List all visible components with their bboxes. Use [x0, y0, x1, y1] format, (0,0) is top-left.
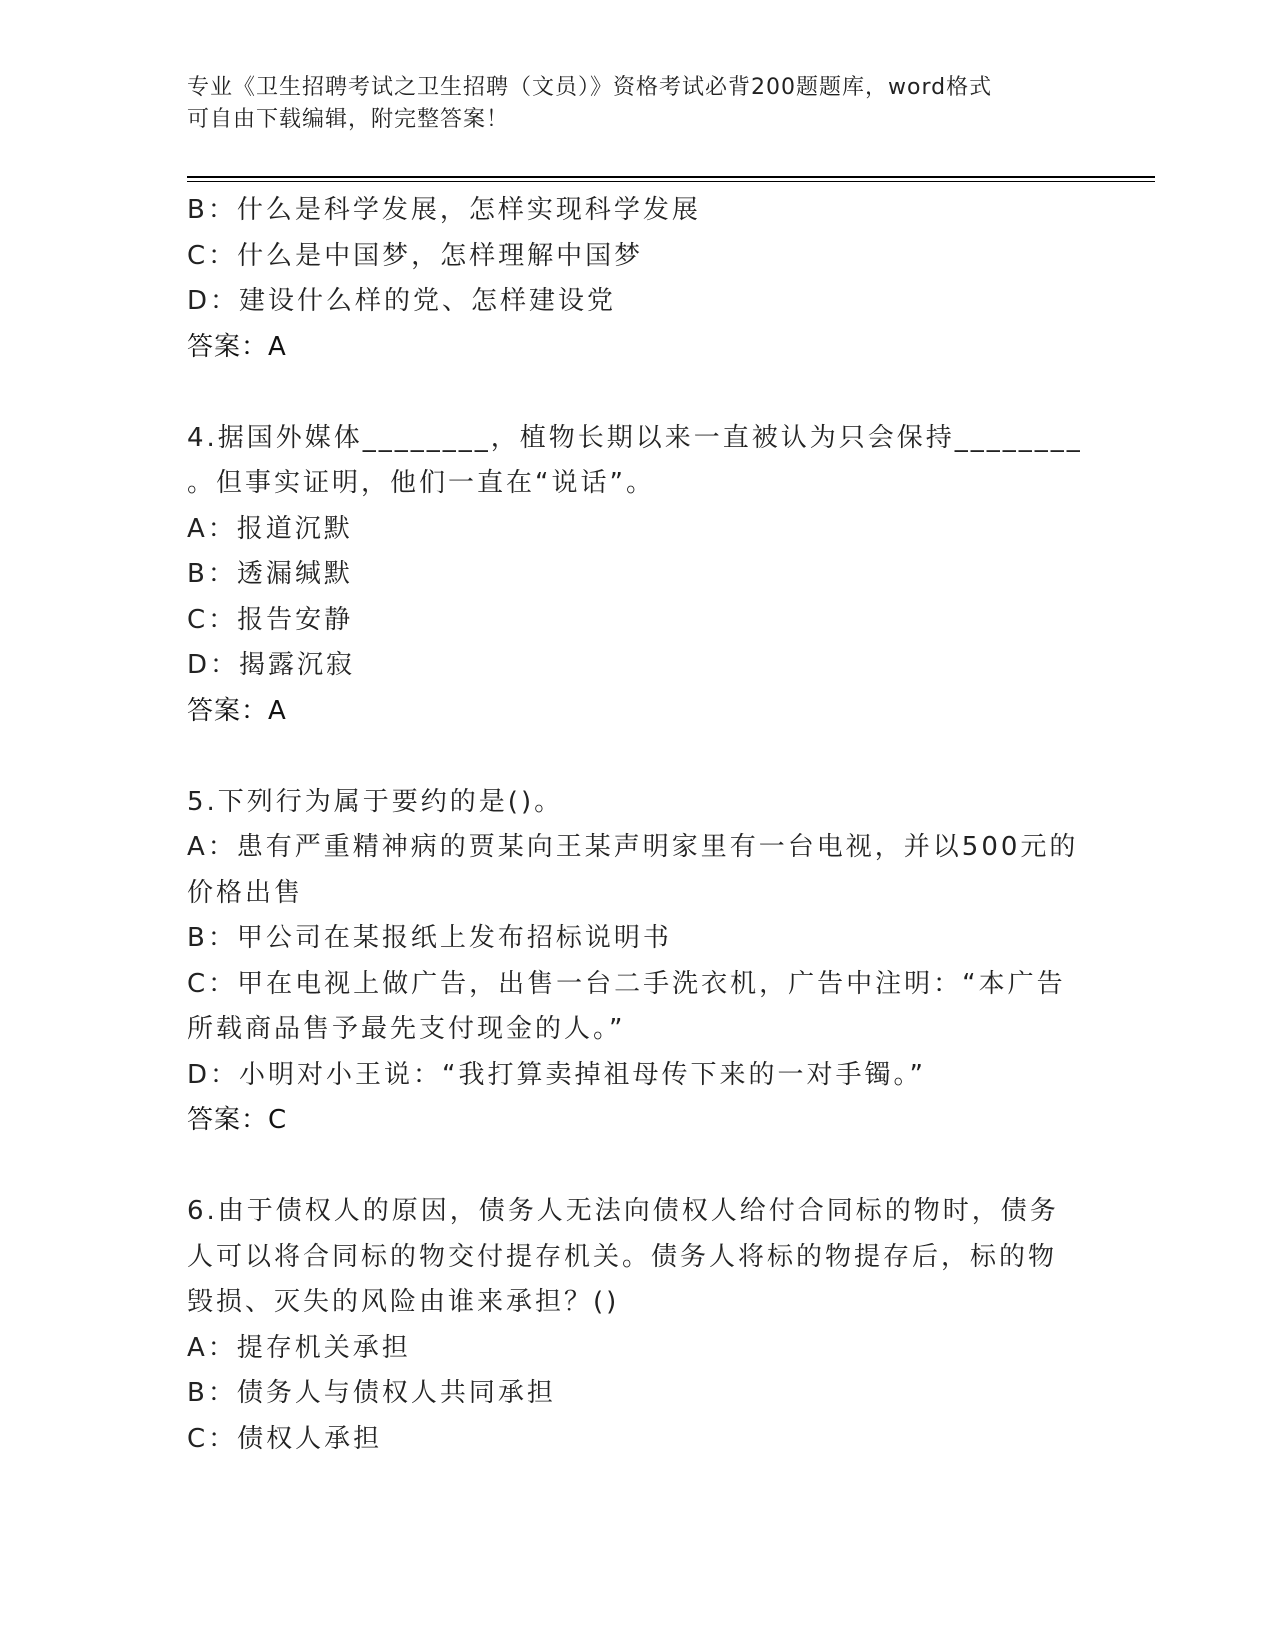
q3-option-d: D：建设什么样的党、怎样建设党 — [187, 286, 617, 316]
q4-stem-line-1: 4.据国外媒体________，植物长期以来一直被认为只会保持________ — [187, 422, 1083, 453]
q3-answer: 答案：A — [187, 331, 287, 362]
q5-stem: 5.下列行为属于要约的是()。 — [187, 786, 564, 817]
q6-stem-line-1: 6.由于债权人的原因，债务人无法向债权人给付合同标的物时，债务 — [187, 1196, 1059, 1226]
q5-option-a-line-1: A：患有严重精神病的贾某向王某声明家里有一台电视，并以500元的 — [187, 832, 1079, 862]
spacer — [187, 734, 1087, 780]
q4-option-c: C：报告安静 — [187, 604, 354, 635]
q4-answer: 答案：A — [187, 695, 287, 726]
q5-option-b: B：甲公司在某报纸上发布招标说明书 — [187, 923, 672, 953]
q6-option-b: B：债务人与债权人共同承担 — [187, 1378, 556, 1408]
question-list — [187, 188, 1087, 1462]
q3-option-c: C：什么是中国梦，怎样理解中国梦 — [187, 240, 644, 271]
q5-option-c-line-2: 所载商品售予最先支付现金的人。” — [187, 1014, 626, 1044]
header-title-line-1: 专业《卫生招聘考试之卫生招聘（文员）》资格考试必背200题题库，word格式 — [187, 75, 993, 100]
question-4 — [187, 416, 1087, 735]
q5-answer: 答案：C — [187, 1105, 288, 1135]
document-header — [187, 72, 1087, 136]
spacer — [187, 370, 1087, 416]
question-3 — [187, 188, 1087, 370]
q6-option-c: C：债权人承担 — [187, 1423, 383, 1454]
spacer — [187, 1144, 1087, 1190]
q6-stem-line-2: 人可以将合同标的物交付提存机关。债务人将标的物提存后，标的物 — [187, 1241, 1058, 1272]
q6-option-a: A：提存机关承担 — [187, 1332, 411, 1363]
q6-stem-line-3: 毁损、灭失的风险由谁来承担？() — [187, 1287, 620, 1317]
header-divider-thin — [187, 181, 1155, 182]
q4-option-b: B：透漏缄默 — [187, 559, 353, 589]
header-title-line-2: 可自由下载编辑，附完整答案！ — [187, 107, 510, 132]
question-6 — [187, 1189, 1087, 1462]
q5-option-d: D：小明对小王说：“我打算卖掉祖母传下来的一对手镯。” — [187, 1059, 926, 1090]
q5-option-a-line-2: 价格出售 — [187, 877, 304, 908]
q4-stem-line-2: 。但事实证明，他们一直在“说话”。 — [187, 468, 655, 498]
q3-option-b: B：什么是科学发展，怎样实现科学发展 — [187, 195, 701, 225]
q4-option-d: D：揭露沉寂 — [187, 650, 356, 680]
q4-option-a: A：报道沉默 — [187, 513, 353, 544]
question-5 — [187, 780, 1087, 1144]
header-divider-thick — [187, 176, 1155, 178]
q5-option-c-line-1: C：甲在电视上做广告，出售一台二手洗衣机，广告中注明：“本广告 — [187, 968, 1066, 999]
